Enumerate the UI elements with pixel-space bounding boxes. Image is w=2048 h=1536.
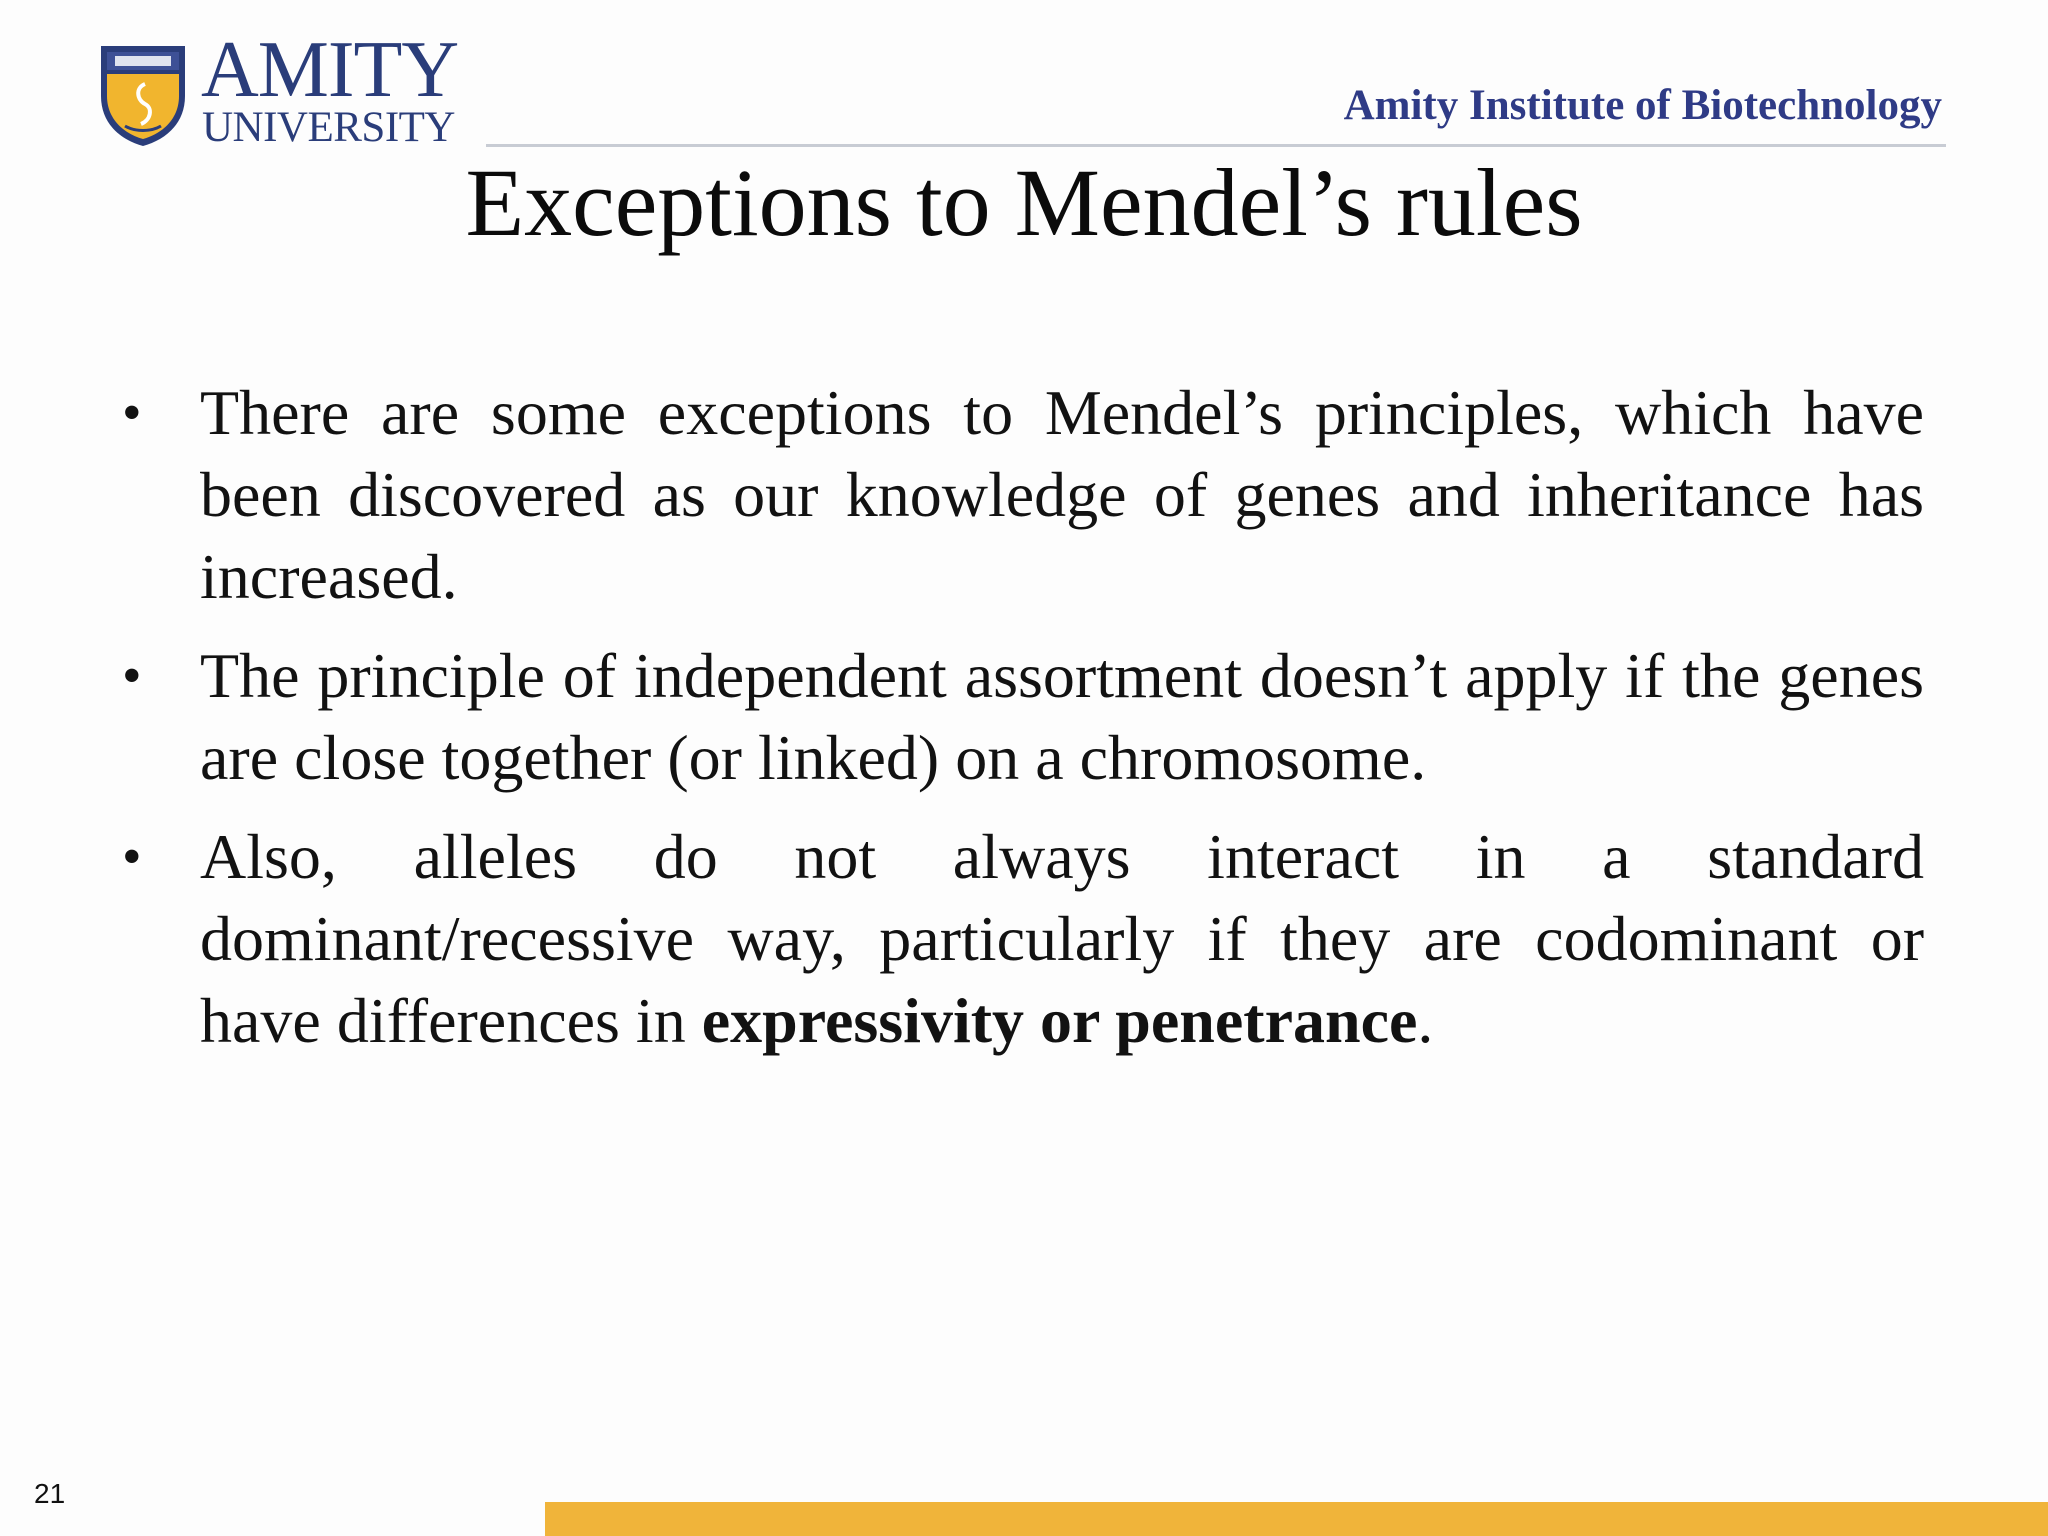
- bullet-marker: •: [122, 382, 142, 444]
- amity-shield-logo-icon: [95, 40, 191, 148]
- bullet-item: [122, 372, 1924, 618]
- slide-title: Exceptions to Mendel’s rules: [465, 149, 1583, 256]
- bullet-marker: •: [122, 826, 142, 888]
- institute-name: Amity Institute of Biotechnology: [1343, 82, 1942, 129]
- bullet-emphasis: expressivity or penetrance: [701, 985, 1418, 1056]
- bullet-text: There are some exceptions to Mendel’s principles, which have been discovered as our knowledge of genes and inheritance has increased.: [200, 377, 1924, 612]
- footer-accent-bar: [545, 1502, 2048, 1536]
- bullet-marker: •: [122, 645, 142, 707]
- logo-word: AMITY: [201, 26, 459, 114]
- bullet-text: The principle of independent assortment doesn’t apply if the genes are close together (or linked) on a chromosome.: [200, 640, 1924, 793]
- bullet-text: Also, alleles do not always interact in a standard dominant/recessive way, particularly if they are codominant or have differences in: [200, 821, 1924, 1056]
- header-divider: [486, 144, 1946, 147]
- amity-university-logo: [95, 26, 459, 151]
- bullet-list: [122, 372, 1924, 1079]
- bullet-item: [122, 816, 1924, 1062]
- bullet-text-end: .: [1417, 985, 1434, 1056]
- logo-subword: UNIVERSITY: [202, 104, 455, 151]
- bullet-item: [122, 635, 1924, 799]
- page-number: 21: [34, 1478, 66, 1509]
